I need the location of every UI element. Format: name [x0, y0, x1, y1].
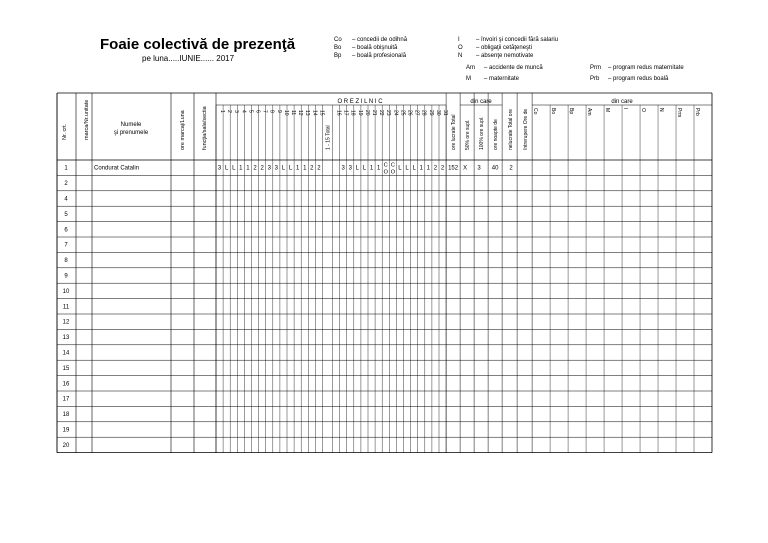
day-value: 3	[217, 165, 222, 172]
row-number: 17	[62, 396, 70, 403]
day-number: 6	[254, 110, 261, 113]
legend-item: O – obligaţii cetăţeneşti	[458, 45, 533, 51]
day-number: 31	[442, 110, 448, 116]
header-absence-code: Prm	[676, 108, 683, 118]
page-title: Foaie colectivă de prezenţă	[100, 36, 296, 53]
row-number: 12	[62, 319, 70, 326]
row-number: 8	[64, 258, 68, 265]
row-number: 11	[62, 304, 70, 311]
day-number: 28	[420, 110, 427, 116]
page-subtitle: pe luna.....IUNIE...... 2017	[142, 54, 235, 63]
day-value: 1	[376, 165, 381, 172]
employee-name: Condurat Catalin	[94, 165, 140, 172]
header-marca: marca/Nr.unitate	[84, 99, 90, 140]
header-nume: şi prenumele	[113, 130, 149, 136]
header-noapte: ore noapte de	[493, 119, 500, 150]
day-number: 17	[342, 110, 349, 116]
day-value: 1	[295, 165, 300, 172]
row-number: 13	[62, 335, 70, 342]
day-number: 30	[434, 110, 441, 116]
header-din-care: din care	[470, 99, 492, 105]
day-value: 1	[246, 165, 250, 172]
day-value: 2	[317, 165, 321, 172]
header-nelucrate: nelucrate Total ore	[508, 108, 515, 150]
supl-100-value: 3	[477, 165, 481, 172]
day-value: L	[232, 165, 236, 172]
header-nr: Nr. crt.	[62, 123, 68, 140]
day-value: 3	[274, 165, 279, 172]
day-value: O	[390, 169, 395, 176]
day-value: 2	[440, 165, 445, 172]
row-number: 7	[64, 242, 68, 249]
row-number: 9	[64, 273, 68, 280]
day-value: 2	[260, 165, 264, 172]
day-number: 7	[261, 110, 268, 113]
day-number: 13	[304, 110, 311, 116]
supl-50-value: X	[463, 165, 468, 172]
day-value: 1	[239, 165, 243, 172]
day-value: 3	[341, 165, 345, 172]
day-number: 15	[318, 110, 325, 116]
header-absence-code: Bp	[568, 108, 575, 115]
day-number: 1	[219, 110, 225, 113]
header-absence-code: N	[658, 108, 665, 112]
day-value: L	[355, 165, 360, 172]
day-number: 16	[335, 110, 342, 116]
day-value: 3	[348, 165, 352, 172]
day-number: 3	[233, 110, 240, 113]
row-number: 10	[62, 288, 70, 295]
day-value: 1	[303, 165, 307, 172]
day-number: 9	[275, 110, 282, 113]
header-supl-100: 100% ore supl.	[479, 116, 486, 150]
header-supl-50: 50% ore supl.	[465, 119, 472, 150]
day-number: 29	[427, 110, 434, 116]
row-number: 6	[64, 227, 68, 234]
noapte-value: 40	[491, 165, 499, 172]
header-absence-code: Am	[586, 108, 593, 116]
day-number: 10	[282, 110, 289, 116]
day-number: 8	[268, 110, 275, 113]
day-number: 21	[371, 110, 377, 116]
day-number: 19	[356, 110, 363, 116]
day-number: 11	[290, 110, 296, 116]
day-value: L	[405, 165, 409, 172]
day-number: 12	[297, 110, 304, 116]
header-din-care: din care	[611, 99, 633, 105]
row-number: 14	[62, 350, 70, 357]
day-number: 2	[226, 110, 233, 113]
day-value: L	[281, 165, 286, 172]
day-number: 4	[240, 110, 247, 113]
day-number: 22	[378, 110, 385, 116]
day-value: L	[398, 165, 402, 172]
day-value: 2	[253, 165, 257, 172]
legend-item: M – maternitate	[466, 76, 520, 82]
row-number: 20	[62, 442, 70, 449]
legend-item: I – învoiri şi concedii fără salariu	[458, 37, 559, 43]
day-number: 14	[311, 110, 318, 116]
header-absence-code: Bo	[550, 108, 557, 115]
header-total-1-15: 1 - 15 Total	[325, 125, 332, 150]
day-number: 25	[399, 110, 406, 116]
row-number: 5	[64, 211, 68, 218]
day-number: 26	[406, 110, 413, 116]
day-number: 23	[385, 110, 392, 116]
header-absence-code: Prb	[694, 108, 701, 116]
row-number: 16	[62, 381, 70, 388]
legend-item: Prm – program redus maternitate	[590, 65, 684, 71]
day-value: 1	[426, 165, 431, 172]
intrerupere-value: 2	[509, 165, 513, 172]
day-value: 3	[267, 165, 271, 172]
row-number: 2	[64, 181, 68, 188]
header-ore-marcaj: ore marcaj/Luna	[180, 110, 186, 150]
legend-item: N – absenţe nemotivate	[458, 53, 534, 59]
day-value: O	[383, 169, 388, 176]
header-absence-code: Co	[532, 108, 539, 115]
legend-item: Bp – boală profesională	[334, 53, 407, 59]
day-number: 20	[363, 110, 370, 116]
header-intrerupere: întrerupere Ore de	[523, 108, 530, 150]
legend-item: Co – concedii de odihnă	[334, 37, 408, 43]
total-ore-value: 152	[448, 165, 459, 172]
row-number: 15	[62, 365, 70, 372]
header-absence-code: I	[622, 108, 629, 110]
day-number: 24	[392, 110, 399, 116]
header-absence-code: O	[640, 108, 647, 112]
day-value: L	[224, 165, 229, 172]
day-value: 2	[433, 165, 438, 172]
header-functia: funcţia/sala/sectia	[202, 106, 208, 150]
day-value: 1	[419, 165, 423, 172]
header-total-ore: ore lucrate Total	[451, 114, 458, 150]
legend-item: Am – accidente de muncă	[466, 65, 543, 71]
day-value: 2	[310, 165, 314, 172]
legend-item: Bo – boală obişnuită	[334, 45, 398, 51]
day-value: 1	[369, 165, 374, 172]
row-number: 18	[62, 412, 70, 419]
row-number: 19	[62, 427, 70, 434]
row-number: 4	[64, 196, 68, 203]
header-ore-zilnic: O R E Z I L N I C	[337, 99, 383, 105]
day-number: 18	[349, 110, 356, 116]
day-value: C	[390, 162, 395, 169]
day-number: 27	[413, 110, 420, 116]
day-value: L	[288, 165, 293, 172]
header-nume: Numele	[120, 122, 142, 128]
day-value: C	[383, 162, 388, 169]
day-number: 5	[247, 110, 254, 113]
day-value: L	[412, 165, 416, 172]
legend-item: Prb – program redus boală	[590, 76, 669, 82]
row-number: 1	[64, 165, 68, 172]
header-absence-code: M	[604, 108, 611, 113]
day-value: L	[362, 165, 367, 172]
